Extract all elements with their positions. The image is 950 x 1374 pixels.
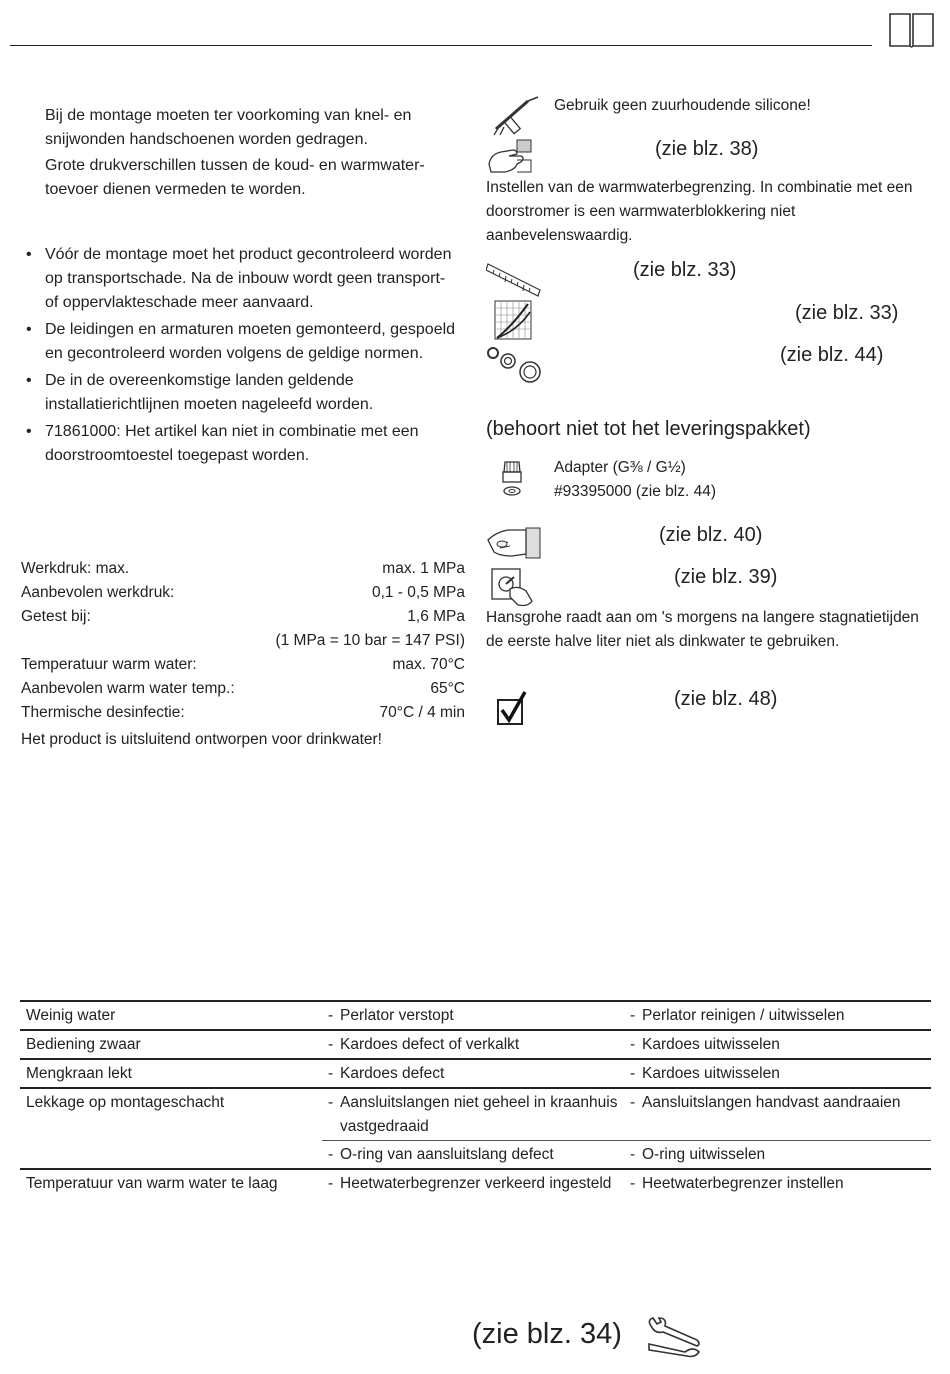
silicone-gun-icon xyxy=(490,95,546,137)
safety-gloves: Bij de montage moeten ter voorkoming van knel- en snijwonden handschoenen worden gedragen. xyxy=(45,107,412,148)
table-row xyxy=(20,1030,931,1059)
spec-value: 65°C xyxy=(430,680,465,697)
drinking-water-note: Het product is uitsluitend ontworpen voor drinkwater! xyxy=(21,731,382,748)
spec-value: 1,6 MPa xyxy=(407,608,465,625)
specs-table xyxy=(21,557,465,752)
spec-row xyxy=(21,629,465,653)
notes-list xyxy=(21,243,456,471)
remedy-cell: - Perlator reinigen / uitwisselen xyxy=(624,1001,931,1030)
list-item: • Vóór de montage moet het product gecontroleerd worden op transportschade. Na de inbouw wordt geen transport- of oppervlakteschade meer aanvaard. xyxy=(21,243,456,315)
spare-parts-icon xyxy=(486,344,544,386)
silicone-warning: Gebruik geen zuurhoudende silicone! xyxy=(554,97,811,114)
ref-page-39: (zie blz. 39) xyxy=(674,566,778,588)
header-rule xyxy=(10,45,872,46)
table-row xyxy=(20,1059,931,1088)
spec-row xyxy=(21,605,465,629)
wrench-icon xyxy=(645,1316,703,1358)
safety-text xyxy=(45,104,465,202)
table-row xyxy=(20,1088,931,1141)
spec-label: Aanbevolen warm water temp.: xyxy=(21,680,235,697)
spec-label: Werkdruk: max. xyxy=(21,560,130,577)
ref-page-48: (zie blz. 48) xyxy=(674,688,778,710)
safety-pressure: Grote drukverschillen tussen de koud- en warmwater-toevoer dienen vermeden te worden. xyxy=(45,157,425,198)
adapter-info xyxy=(554,456,854,504)
hand-adjust-icon xyxy=(487,138,535,178)
list-item: • De in de overeenkomstige landen geldende installatierichtlijnen moeten nageleefd worden. xyxy=(21,369,456,417)
list-item: • 71861000: Het artikel kan niet in combinatie met een doorstroomtoestel toegepast worden. xyxy=(21,420,456,468)
table-row xyxy=(20,1169,931,1197)
ref-page-40: (zie blz. 40) xyxy=(659,524,763,546)
remedy-cell: - O-ring uitwisselen xyxy=(624,1141,931,1170)
spec-row xyxy=(21,581,465,605)
spec-label: Aanbevolen werkdruk: xyxy=(21,584,175,601)
remedy-cell: - Heetwaterbegrenzer instellen xyxy=(624,1169,931,1197)
operation-icon xyxy=(488,567,538,607)
remedy-cell: - Kardoes uitwisselen xyxy=(624,1059,931,1088)
spec-value: max. 70°C xyxy=(392,656,465,673)
table-row xyxy=(20,1001,931,1030)
cause-cell: - Kardoes defect of verkalkt xyxy=(322,1030,624,1059)
adapter-name: Adapter (G⅜ / G½) xyxy=(554,459,686,476)
problem-cell: Bediening zwaar xyxy=(20,1030,322,1059)
hot-water-limit-text: Instellen van de warmwaterbegrenzing. In combinatie met een doorstromer is een warmwaterblokkering niet aanbevelenswaardig. xyxy=(486,179,913,244)
ruler-icon xyxy=(486,260,542,298)
spec-label: Temperatuur warm water: xyxy=(21,656,197,673)
cause-cell: - Kardoes defect xyxy=(322,1059,624,1088)
list-item: • De leidingen en armaturen moeten gemonteerd, gespoeld en gecontroleerd worden volgens de geldige normen. xyxy=(21,318,456,366)
cause-cell: - O-ring van aansluitslang defect xyxy=(322,1141,624,1170)
book-icon xyxy=(888,10,936,48)
flow-diagram-icon xyxy=(494,300,532,340)
spec-value: 70°C / 4 min xyxy=(379,704,465,721)
cause-cell: - Aansluitslangen niet geheel in kraanhuis vastgedraaid xyxy=(322,1088,624,1141)
remedy-cell: - Kardoes uitwisselen xyxy=(624,1030,931,1059)
cleaning-icon xyxy=(486,522,542,560)
remedy-cell: - Aansluitslangen handvast aandraaien xyxy=(624,1088,931,1141)
cause-cell: - Heetwaterbegrenzer verkeerd ingesteld xyxy=(322,1169,624,1197)
cause-cell: - Perlator verstopt xyxy=(322,1001,624,1030)
problem-cell: Temperatuur van warm water te laag xyxy=(20,1169,322,1197)
ref-page-38: (zie blz. 38) xyxy=(655,138,759,160)
problem-cell: Weinig water xyxy=(20,1001,322,1030)
checkbox-icon xyxy=(496,690,528,726)
spec-row xyxy=(21,677,465,701)
adapter-icon xyxy=(500,458,524,498)
ref-page-33-a: (zie blz. 33) xyxy=(633,259,737,281)
ref-page-44: (zie blz. 44) xyxy=(780,344,884,366)
ref-page-33-b: (zie blz. 33) xyxy=(795,302,899,324)
bottom-reference: (zie blz. 34) xyxy=(472,1318,622,1350)
troubleshooting-table xyxy=(20,1000,931,1197)
spec-row xyxy=(21,701,465,725)
adapter-number: #93395000 (zie blz. 44) xyxy=(554,483,717,500)
spec-value: (1 MPa = 10 bar = 147 PSI) xyxy=(275,632,465,649)
not-included-heading: (behoort niet tot het leveringspakket) xyxy=(486,418,811,440)
spec-row xyxy=(21,557,465,581)
spec-value: 0,1 - 0,5 MPa xyxy=(371,584,465,601)
spec-value: max. 1 MPa xyxy=(382,560,465,577)
spec-row xyxy=(21,653,465,677)
spec-label: Thermische desinfectie: xyxy=(21,704,185,721)
problem-cell: Mengkraan lekt xyxy=(20,1059,322,1088)
spec-label: Getest bij: xyxy=(21,608,91,625)
hansgrohe-advice: Hansgrohe raadt aan om 's morgens na langere stagnatietijden de eerste halve liter niet als dinkwater te gebruiken. xyxy=(486,609,919,650)
problem-cell: Lekkage op montageschacht xyxy=(20,1088,322,1169)
